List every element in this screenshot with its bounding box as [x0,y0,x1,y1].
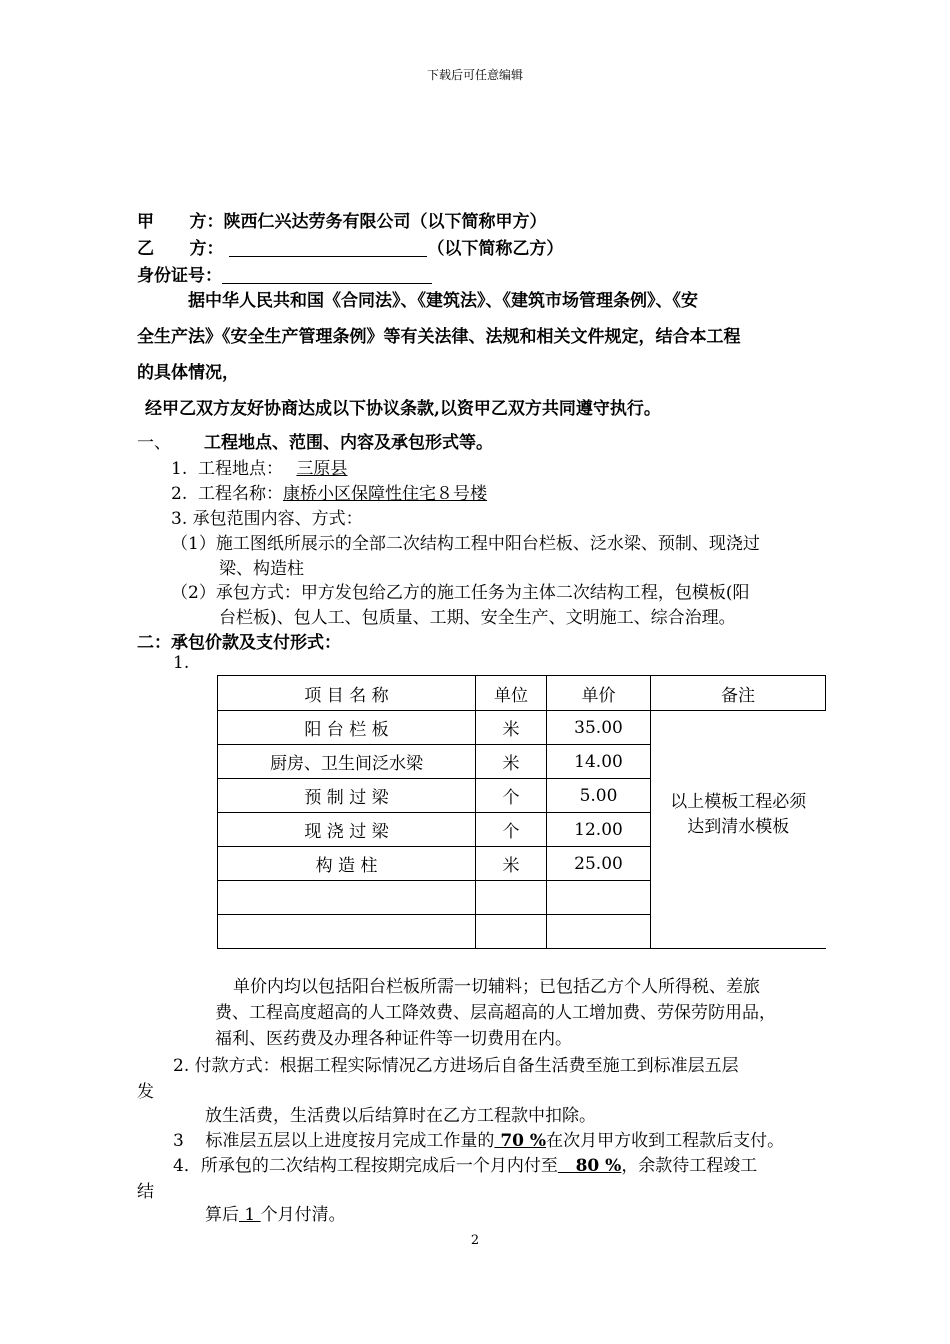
payment-item2-line1: 2. 付款方式：根据工程实际情况乙方进场后自备生活费至施工到标准层五层 [173,1056,739,1076]
scope-sub2-line1: （2）承包方式：甲方发包给乙方的施工任务为主体二次结构工程，包模板(阳 [171,583,750,603]
cell-unit: 米 [476,711,547,745]
section1-item1 [171,454,347,479]
price-table [217,675,826,949]
party-a-label: 甲 方： [137,212,224,232]
item4-line3-prefix: 算后 [205,1205,239,1225]
project-name: 康桥小区保障性住宅８号楼 [283,484,488,504]
progress-payment-percent: 70 % [494,1131,547,1151]
id-label: 身份证号： [137,266,222,286]
cell-item: 厨房、卫生间泛水梁 [218,745,476,779]
party-b-label: 乙 方： [137,239,224,259]
intro-line-3: 的具体情况， [137,363,239,383]
scope-sub2-line2: 台栏板)、包人工、包质量、工期、安全生产、文明施工、综合治理。 [219,608,736,628]
section2-title: 二：承包价款及支付形式： [137,633,341,653]
intro-line-2: 全生产法》《安全生产管理条例》等有关法律、法规和相关文件规定，结合本工程 [137,327,741,347]
item4-line3-suffix: 个月付清。 [260,1205,346,1225]
header-unit: 单位 [476,676,547,711]
header-remark: 备注 [651,676,826,711]
cell-unit: 米 [476,847,547,881]
cell-item: 现 浇 过 梁 [218,813,476,847]
price-note-line-1: 单价内均以包括阳台栏板所需一切辅料；已包括乙方个人所得税、差旅 [233,977,760,997]
cell-item: 预 制 过 梁 [218,779,476,813]
payment-item2-line3: 放生活费，生活费以后结算时在乙方工程款中扣除。 [205,1106,596,1126]
project-location: 三原县 [296,459,348,479]
section1-item3: 3. 承包范围内容、方式： [171,509,363,529]
party-b-line [137,234,563,259]
header-unit-price: 单价 [547,676,651,711]
cell-price: 14.00 [547,745,651,779]
payment-item4-line2: 结 [137,1182,154,1202]
table-row [218,711,826,745]
price-note-line-3: 福利、医药费及办理各种证件等一切费用在内。 [215,1029,572,1049]
cell-item: 构 造 柱 [218,847,476,881]
party-b-name-blank[interactable] [229,240,427,257]
section1-number: 一、 [137,433,171,453]
payment-item4-line3 [205,1200,346,1225]
section1-item2 [171,479,487,504]
cell-price: 12.00 [547,813,651,847]
section2-item1: 1. [173,653,190,673]
party-b-suffix: （以下简称乙方） [427,239,564,259]
section1-title: 工程地点、范围、内容及承包形式等。 [204,433,493,453]
cell-remark [651,711,826,949]
item3-suffix: 在次月甲方收到工程款后支付。 [546,1131,785,1151]
intro-line-4: 经甲乙双方友好协商达成以下协议条款,以资甲乙双方共同遵守执行。 [145,399,661,419]
id-line [137,261,432,286]
party-a-line [137,207,547,232]
item3-prefix: 3 标准层五层以上进度按月完成工作量的 [173,1131,495,1151]
table-header-row [218,676,826,711]
payment-item2-line2: 发 [137,1082,154,1102]
cell-price: 5.00 [547,779,651,813]
cell-price: 35.00 [547,711,651,745]
remark-line-1: 以上模板工程必须 [670,791,807,812]
remark-line-2: 达到清水模板 [687,816,790,837]
party-a-value: 陕西仁兴达劳务有限公司（以下简称甲方） [223,212,547,232]
page-header: 下载后可任意编辑 [426,68,523,82]
header-item-name: 项 目 名 称 [218,676,476,711]
cell-item: 阳 台 栏 板 [218,711,476,745]
page-number: 2 [470,1233,480,1248]
intro-line-1: 据中华人民共和国《合同法》、《建筑法》、《建筑市场管理条例》、《安 [188,291,698,311]
cell-item [218,881,476,915]
item4-suffix: ，余款待工程竣工 [621,1156,758,1176]
item4-prefix: 4．所承包的二次结构工程按期完成后一个月内付至 [173,1156,558,1176]
cell-price [547,881,651,915]
cell-unit: 米 [476,745,547,779]
item1-label: 1. 工程地点： [171,459,284,479]
cell-unit: 个 [476,779,547,813]
settlement-months: 1 [239,1205,261,1225]
price-note-line-2: 费、工程高度超高的人工降效费、层高超高的人工增加费、劳保劳防用品， [215,1003,776,1023]
cell-unit: 个 [476,813,547,847]
cell-price: 25.00 [547,847,651,881]
cell-item [218,915,476,949]
scope-sub1-line1: （1）施工图纸所展示的全部二次结构工程中阳台栏板、泛水梁、预制、现浇过 [171,534,760,554]
payment-item3 [173,1126,784,1151]
cell-price [547,915,651,949]
id-number-blank[interactable] [222,267,432,284]
cell-unit [476,915,547,949]
cell-unit [476,881,547,915]
scope-sub1-line2: 梁、构造柱 [219,559,304,579]
item2-label: 2. 工程名称： [171,484,284,504]
completion-payment-percent: 80 % [557,1156,622,1176]
payment-item4 [173,1151,757,1176]
